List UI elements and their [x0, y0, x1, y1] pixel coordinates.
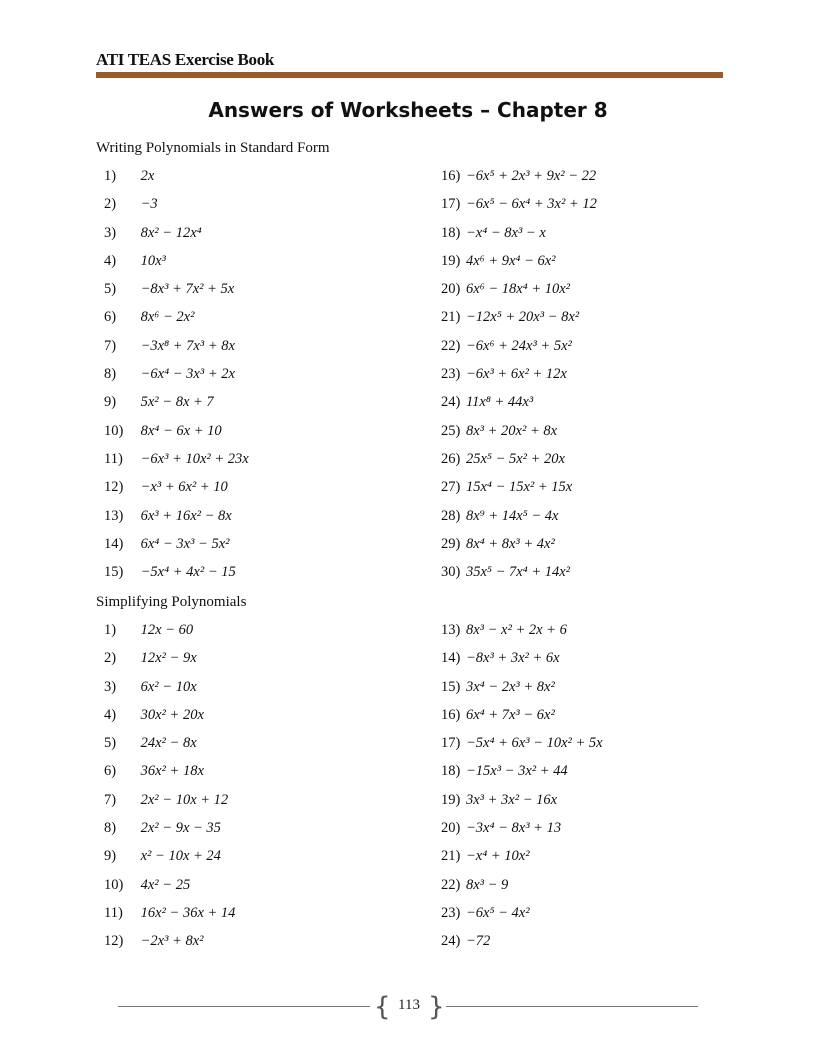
- answer-expression: −6x⁵ − 6x⁴ + 3x² + 12: [465, 196, 597, 213]
- answer-expression: −6x³ + 6x² + 12x: [465, 366, 567, 383]
- section-heading-writing-polynomials: Writing Polynomials in Standard Form: [96, 140, 330, 156]
- footer-left-brace: {: [374, 992, 391, 1022]
- answer-item: [441, 194, 771, 222]
- answer-number: 2): [104, 196, 117, 213]
- answer-number: 14): [104, 535, 124, 552]
- answer-item: [441, 761, 771, 789]
- answer-number: 16): [441, 168, 461, 184]
- answer-number: 15): [104, 564, 124, 581]
- answer-expression: −6x⁶ + 24x³ + 5x²: [465, 337, 572, 354]
- answer-number: 1): [104, 622, 117, 638]
- answer-number: 10): [104, 422, 124, 439]
- answer-expression: 12x² − 9x: [140, 650, 197, 667]
- answer-expression: 2x² − 10x + 12: [140, 791, 229, 808]
- answer-item: [441, 875, 771, 903]
- answer-number: 6): [104, 309, 117, 326]
- answer-item: [441, 251, 771, 279]
- answer-expression: 8x⁴ − 6x + 10: [140, 422, 222, 439]
- answer-expression: 8x³ − 9: [465, 876, 509, 893]
- answer-expression: 35x⁵ − 7x⁴ + 14x²: [465, 564, 571, 581]
- answer-expression: 5x² − 8x + 7: [140, 394, 214, 411]
- answer-item: [104, 875, 434, 903]
- answer-expression: 12x − 60: [140, 622, 194, 638]
- answer-expression: −12x⁵ + 20x³ − 8x²: [465, 309, 580, 326]
- answer-expression: 2x² − 9x − 35: [140, 820, 221, 837]
- answer-number: 21): [441, 309, 461, 326]
- answer-expression: 8x⁶ − 2x²: [140, 309, 195, 326]
- page-number: 113: [398, 997, 420, 1013]
- page-title: Answers of Worksheets – Chapter 8: [208, 98, 608, 122]
- answer-expression: −x³ + 6x² + 10: [140, 479, 228, 496]
- answer-item: [104, 166, 434, 194]
- answer-number: 29): [441, 535, 461, 552]
- answer-number: 22): [441, 876, 461, 893]
- answer-number: 18): [441, 224, 461, 241]
- answer-item: [441, 677, 771, 705]
- answer-number: 24): [441, 933, 461, 950]
- answer-number: 16): [441, 706, 461, 723]
- answer-item: [441, 818, 771, 846]
- answers-column-right: [441, 620, 771, 960]
- answer-item: [441, 449, 771, 477]
- answer-number: 3): [104, 678, 117, 695]
- answer-expression: −6x⁴ − 3x³ + 2x: [140, 366, 235, 383]
- answer-number: 11): [104, 450, 123, 467]
- answer-number: 9): [104, 848, 117, 865]
- answer-number: 20): [441, 281, 461, 298]
- answer-expression: 16x² − 36x + 14: [140, 904, 236, 921]
- answer-expression: 3x³ + 3x² − 16x: [465, 791, 558, 808]
- answer-expression: −6x³ + 10x² + 23x: [140, 450, 249, 467]
- answer-item: [104, 506, 434, 534]
- answer-expression: 8x² − 12x⁴: [140, 224, 202, 241]
- answer-expression: −3x⁴ − 8x³ + 13: [465, 820, 562, 837]
- answer-item: [104, 534, 434, 562]
- answer-expression: 6x² − 10x: [140, 678, 197, 695]
- answer-item: [104, 449, 434, 477]
- answer-number: 23): [441, 904, 461, 921]
- answer-item: [441, 931, 771, 959]
- answer-item: [441, 648, 771, 676]
- answer-item: [104, 705, 434, 733]
- answer-number: 9): [104, 394, 117, 411]
- answer-item: [104, 223, 434, 251]
- answer-number: 22): [441, 337, 461, 354]
- answer-item: [104, 677, 434, 705]
- answer-item: [441, 620, 771, 648]
- answer-item: [441, 790, 771, 818]
- answer-item: [104, 392, 434, 420]
- answer-expression: −3x⁸ + 7x³ + 8x: [140, 337, 235, 354]
- answer-number: 4): [104, 252, 117, 269]
- answer-expression: −3: [140, 196, 158, 213]
- answer-expression: 6x⁶ − 18x⁴ + 10x²: [465, 281, 571, 298]
- answer-item: [441, 279, 771, 307]
- answer-number: 7): [104, 791, 117, 808]
- answer-item: [104, 818, 434, 846]
- answer-expression: 25x⁵ − 5x² + 20x: [465, 450, 565, 467]
- answer-expression: 4x² − 25: [140, 876, 191, 893]
- answer-item: [441, 733, 771, 761]
- answer-item: [441, 477, 771, 505]
- answer-item: [441, 223, 771, 251]
- answer-number: 15): [441, 678, 461, 695]
- answer-number: 12): [104, 933, 124, 950]
- answer-expression: −5x⁴ + 4x² − 15: [140, 564, 236, 581]
- answer-number: 18): [441, 763, 461, 780]
- answer-expression: 8x³ + 20x² + 8x: [465, 422, 558, 439]
- answer-number: 1): [104, 168, 117, 184]
- answer-expression: 6x⁴ − 3x³ − 5x²: [140, 535, 230, 552]
- answer-number: 4): [104, 706, 117, 723]
- footer-right-brace: }: [428, 992, 445, 1022]
- answer-expression: 6x⁴ + 7x³ − 6x²: [465, 706, 555, 723]
- answer-number: 3): [104, 224, 117, 241]
- answer-number: 23): [441, 366, 461, 383]
- answer-item: [104, 648, 434, 676]
- answer-item: [104, 761, 434, 789]
- answer-item: [104, 477, 434, 505]
- section-heading-simplifying-polynomials: Simplifying Polynomials: [96, 594, 247, 610]
- answer-item: [104, 562, 434, 590]
- answer-expression: 30x² + 20x: [140, 706, 204, 723]
- answer-number: 19): [441, 252, 461, 269]
- answer-item: [441, 166, 771, 194]
- answer-expression: −2x³ + 8x²: [140, 933, 204, 950]
- footer-rule-left: [118, 1006, 370, 1007]
- answer-item: [104, 931, 434, 959]
- answer-expression: −8x³ + 7x² + 5x: [140, 281, 235, 298]
- answer-number: 21): [441, 848, 461, 865]
- answer-expression: 2x: [140, 168, 155, 184]
- answer-number: 5): [104, 735, 117, 752]
- answer-item: [441, 307, 771, 335]
- answer-expression: 4x⁶ + 9x⁴ − 6x²: [465, 252, 556, 269]
- answer-expression: 8x³ − x² + 2x + 6: [465, 622, 567, 638]
- answer-number: 28): [441, 507, 461, 524]
- answer-expression: 36x² + 18x: [140, 763, 204, 780]
- answer-expression: −6x⁵ − 4x²: [465, 904, 530, 921]
- answer-number: 7): [104, 337, 117, 354]
- answer-number: 2): [104, 650, 117, 667]
- answer-number: 17): [441, 196, 461, 213]
- answer-item: [104, 620, 434, 648]
- answer-expression: 6x³ + 16x² − 8x: [140, 507, 232, 524]
- answer-item: [441, 903, 771, 931]
- answer-item: [441, 336, 771, 364]
- answer-item: [441, 506, 771, 534]
- answer-expression: −6x⁵ + 2x³ + 9x² − 22: [465, 168, 597, 184]
- answer-expression: −8x³ + 3x² + 6x: [465, 650, 560, 667]
- answer-item: [441, 421, 771, 449]
- answer-item: [104, 790, 434, 818]
- answer-item: [104, 251, 434, 279]
- answer-item: [441, 846, 771, 874]
- answer-item: [104, 846, 434, 874]
- answer-expression: 8x⁴ + 8x³ + 4x²: [465, 535, 555, 552]
- answer-number: 12): [104, 479, 124, 496]
- answer-item: [441, 534, 771, 562]
- answer-expression: −72: [465, 933, 491, 950]
- answer-item: [104, 279, 434, 307]
- answer-number: 13): [104, 507, 124, 524]
- answer-number: 24): [441, 394, 461, 411]
- answer-number: 19): [441, 791, 461, 808]
- footer-rule-right: [446, 1006, 698, 1007]
- answer-number: 10): [104, 876, 124, 893]
- answer-expression: x² − 10x + 24: [140, 848, 221, 865]
- answer-item: [104, 733, 434, 761]
- answer-number: 8): [104, 820, 117, 837]
- answer-item: [441, 562, 771, 590]
- answer-number: 6): [104, 763, 117, 780]
- answers-column-left: [104, 166, 434, 590]
- answer-number: 20): [441, 820, 461, 837]
- answer-number: 30): [441, 564, 461, 581]
- answer-item: [441, 392, 771, 420]
- answers-column-right: [441, 166, 771, 590]
- answer-item: [441, 364, 771, 392]
- answer-item: [104, 421, 434, 449]
- answers-column-left: [104, 620, 434, 960]
- answer-item: [441, 705, 771, 733]
- answer-expression: −5x⁴ + 6x³ − 10x² + 5x: [465, 735, 603, 752]
- answer-expression: −x⁴ + 10x²: [465, 848, 530, 865]
- answer-number: 5): [104, 281, 117, 298]
- answer-expression: 11x⁸ + 44x³: [465, 394, 534, 411]
- answer-item: [104, 194, 434, 222]
- answer-number: 25): [441, 422, 461, 439]
- answer-number: 8): [104, 366, 117, 383]
- answer-expression: −15x³ − 3x² + 44: [465, 763, 568, 780]
- answer-number: 11): [104, 904, 123, 921]
- answer-expression: 3x⁴ − 2x³ + 8x²: [465, 678, 555, 695]
- answer-item: [104, 336, 434, 364]
- answer-expression: 8x⁹ + 14x⁵ − 4x: [465, 507, 559, 524]
- answer-item: [104, 307, 434, 335]
- answer-number: 17): [441, 735, 461, 752]
- answer-number: 13): [441, 622, 461, 638]
- answer-number: 26): [441, 450, 461, 467]
- answer-expression: 10x³: [140, 252, 166, 269]
- book-title: ATI TEAS Exercise Book: [96, 50, 275, 69]
- answer-expression: 24x² − 8x: [140, 735, 197, 752]
- answer-number: 27): [441, 479, 461, 496]
- answer-number: 14): [441, 650, 461, 667]
- answer-expression: 15x⁴ − 15x² + 15x: [465, 479, 573, 496]
- answer-expression: −x⁴ − 8x³ − x: [465, 224, 546, 241]
- answer-item: [104, 364, 434, 392]
- answer-item: [104, 903, 434, 931]
- header-divider: [96, 72, 723, 78]
